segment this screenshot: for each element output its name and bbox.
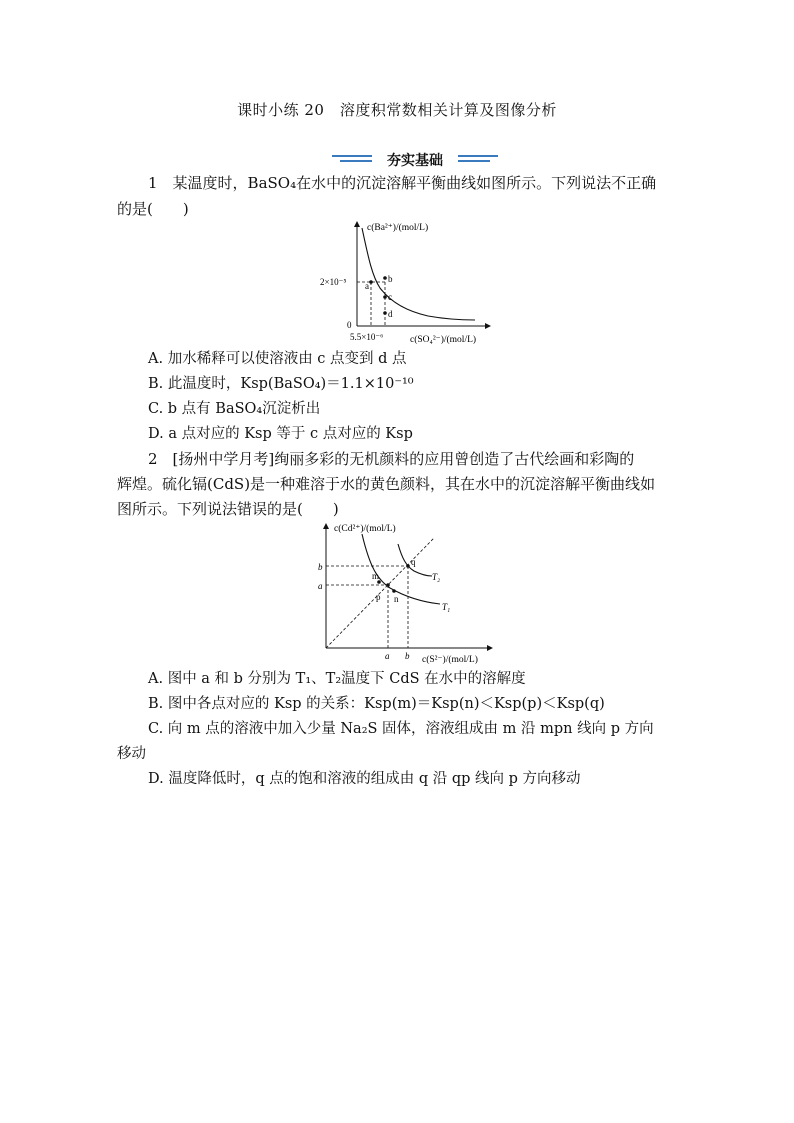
page-title: 课时小练 20 溶度积常数相关计算及图像分析 bbox=[237, 101, 557, 119]
q1-option-c: C. b 点有 BaSO₄沉淀析出 bbox=[148, 401, 321, 417]
q2-y-label: c(Cd²⁺)/(mol/L) bbox=[334, 524, 396, 534]
q2-label-q: q bbox=[411, 557, 416, 567]
q1-curve bbox=[362, 228, 475, 320]
q2-point-n bbox=[392, 589, 396, 593]
q1-label-a: a bbox=[365, 281, 369, 291]
q1-point-c bbox=[383, 295, 387, 299]
q2-option-b: B. 图中各点对应的 Ksp 的关系：Ksp(m)＝Ksp(n)＜Ksp(p)＜Ksp(q) bbox=[148, 696, 605, 712]
q1-label-d: d bbox=[388, 309, 393, 319]
q2-point-q bbox=[406, 564, 410, 568]
q2-ytick-b: b bbox=[318, 562, 323, 572]
q1-stem-line2: 的是( ) bbox=[117, 200, 189, 218]
q2-figure bbox=[312, 518, 497, 666]
q2-option-c-line1: C. 向 m 点的溶液中加入少量 Na₂S 固体，溶液组成由 m 沿 mpn 线向 p 方向 bbox=[148, 721, 654, 737]
q2-option-a: A. 图中 a 和 b 分别为 T₁、T₂温度下 CdS 在水中的溶解度 bbox=[148, 671, 526, 687]
q1-option-d: D. a 点对应的 Ksp 等于 c 点对应的 Ksp bbox=[148, 426, 413, 442]
q1-label-c: c bbox=[388, 292, 392, 302]
q2-label-n: n bbox=[394, 594, 399, 604]
q2-stem-line3: 图所示。下列说法错误的是( ) bbox=[117, 500, 339, 518]
q1-stem-line1: 1 某温度时，BaSO₄在水中的沉淀溶解平衡曲线如图所示。下列说法不正确 bbox=[148, 174, 657, 192]
section-header bbox=[330, 149, 500, 169]
q2-option-c-line2: 移动 bbox=[117, 746, 146, 762]
q1-x-tick: 5.5×10⁻⁶ bbox=[350, 332, 384, 342]
q1-option-a: A. 加水稀释可以使溶液由 c 点变到 d 点 bbox=[148, 351, 407, 367]
q1-label-b: b bbox=[388, 274, 393, 284]
q2-xtick-b: b bbox=[405, 651, 410, 661]
q2-x-label: c(S²⁻)/(mol/L) bbox=[422, 655, 478, 665]
q2-label-m: m bbox=[372, 571, 380, 581]
q1-option-b: B. 此温度时，Ksp(BaSO₄)＝1.1×10⁻¹⁰ bbox=[148, 376, 414, 392]
q2-curve-label-t2: T₂ bbox=[432, 572, 441, 582]
q2-point-p bbox=[386, 583, 390, 587]
q2-stem-line2: 辉煌。硫化镉(CdS)是一种难溶于水的黄色颜料，其在水中的沉淀溶解平衡曲线如 bbox=[117, 475, 656, 493]
q2-curve-label-t1: T₁ bbox=[442, 602, 451, 612]
q2-ytick-a: a bbox=[318, 581, 323, 591]
q2-label-p: p bbox=[376, 592, 381, 602]
q1-origin: 0 bbox=[347, 320, 352, 330]
q2-xtick-a: a bbox=[385, 651, 390, 661]
q1-y-label: c(Ba²⁺)/(mol/L) bbox=[367, 223, 429, 233]
section-title: 夯实基础 bbox=[387, 153, 443, 169]
q1-figure bbox=[310, 216, 500, 348]
q1-y-tick: 2×10⁻⁵ bbox=[320, 277, 347, 287]
q2-stem-line1: 2 [扬州中学月考]绚丽多彩的无机颜料的应用曾创造了古代绘画和彩陶的 bbox=[148, 450, 635, 468]
q1-point-b bbox=[383, 276, 387, 280]
q2-option-d: D. 温度降低时，q 点的饱和溶液的组成由 q 沿 qp 线向 p 方向移动 bbox=[148, 771, 581, 787]
q1-x-label: c(SO₄²⁻)/(mol/L) bbox=[410, 335, 477, 345]
q2-curve-t1 bbox=[362, 534, 440, 604]
q1-point-d bbox=[383, 311, 387, 315]
q1-point-a bbox=[369, 280, 373, 284]
